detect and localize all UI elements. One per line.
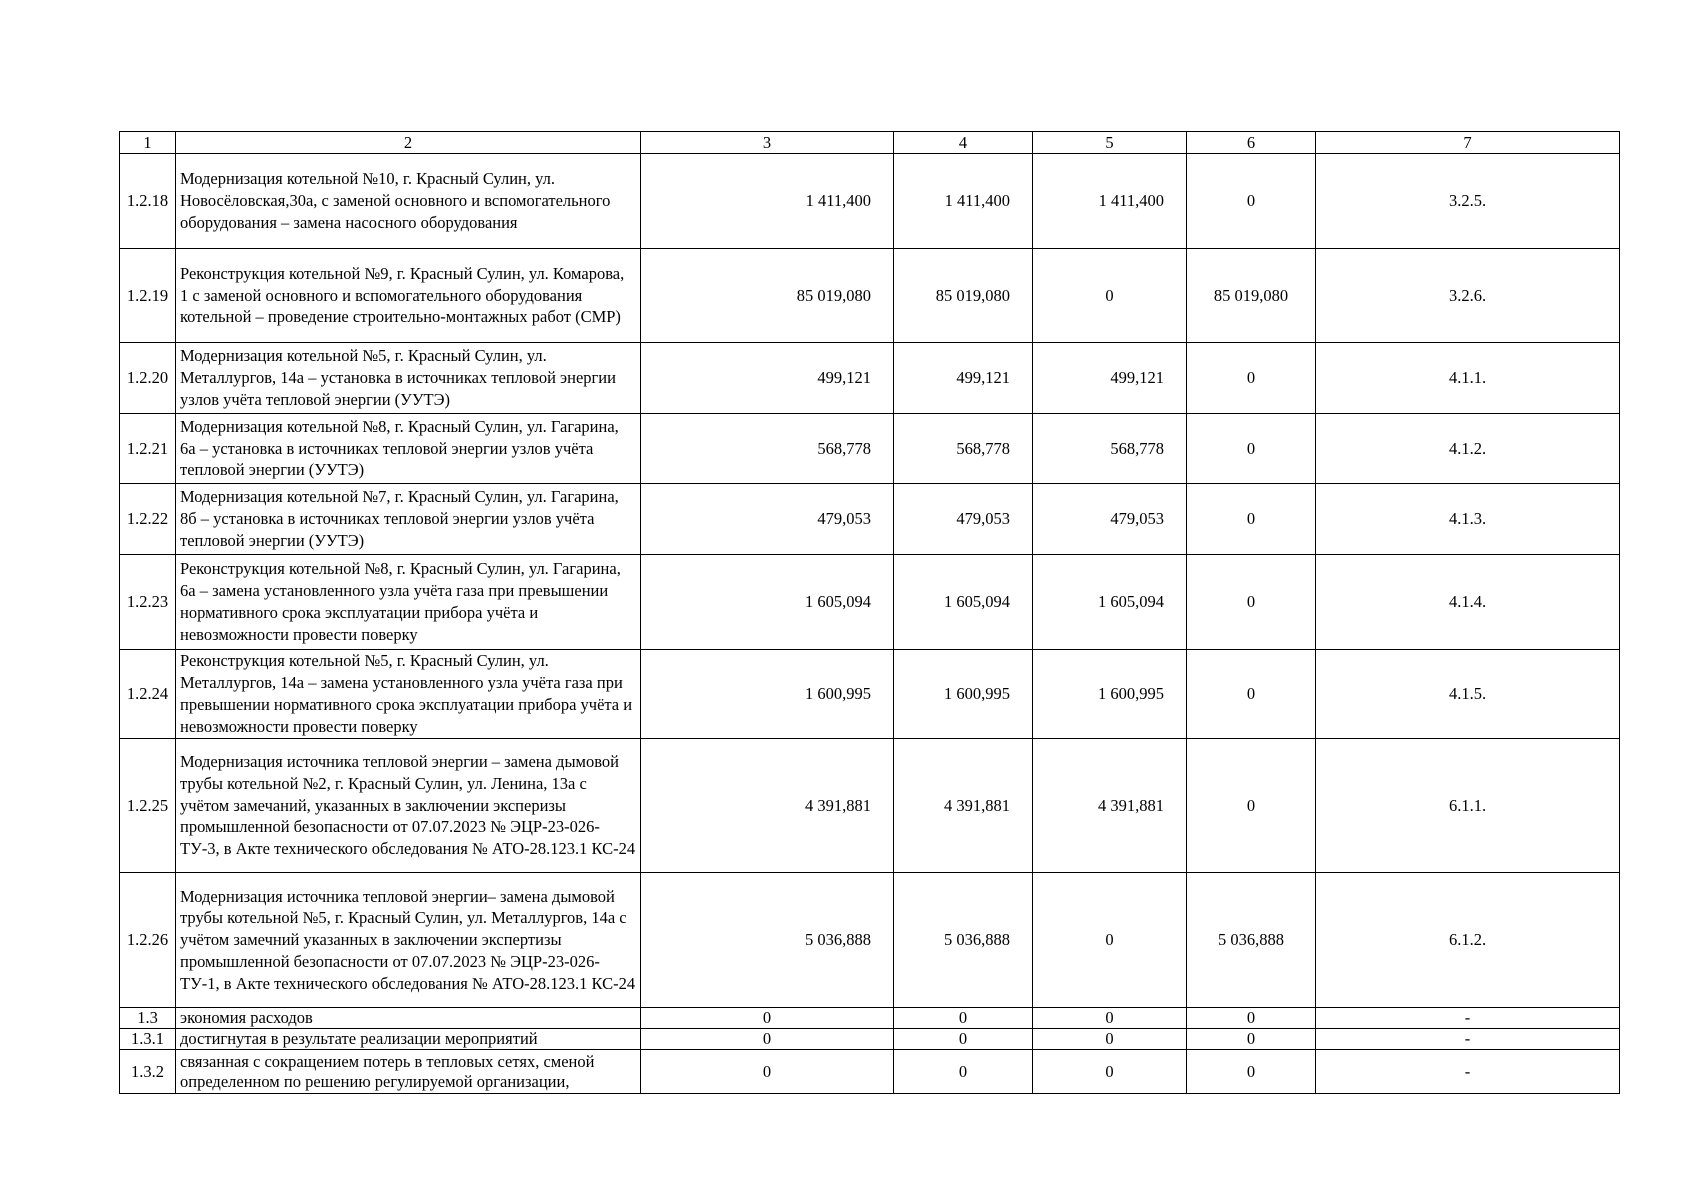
- col5-value: 479,053: [1033, 484, 1187, 555]
- row-number: 1.2.21: [120, 414, 176, 484]
- table-row: [120, 555, 1620, 650]
- col3-value: 4 391,881: [641, 739, 894, 873]
- table-row: [120, 414, 1620, 484]
- col3-value: 0: [641, 1050, 894, 1094]
- row-number: 1.2.18: [120, 154, 176, 249]
- col6-value: 0: [1187, 1050, 1316, 1094]
- col4-value: 1 600,995: [894, 650, 1033, 739]
- row-description: Реконструкция котельной №9, г. Красный Сулин, ул. Комарова, 1 с заменой основного и вспомогательного оборудования котельной – проведение строительно-монтажных работ (СМР): [176, 249, 641, 343]
- table-row: [120, 1029, 1620, 1050]
- col4-value: 1 605,094: [894, 555, 1033, 650]
- col5-value: 4 391,881: [1033, 739, 1187, 873]
- col5-value: 0: [1033, 873, 1187, 1008]
- header-cell: 2: [176, 132, 641, 154]
- col3-value: 0: [641, 1008, 894, 1029]
- row-number: 1.2.19: [120, 249, 176, 343]
- col7-value: -: [1316, 1050, 1620, 1094]
- col5-value: 1 600,995: [1033, 650, 1187, 739]
- col3-value: 1 411,400: [641, 154, 894, 249]
- col5-value: 1 605,094: [1033, 555, 1187, 650]
- row-number: 1.2.23: [120, 555, 176, 650]
- col4-value: 499,121: [894, 343, 1033, 414]
- header-cell: 4: [894, 132, 1033, 154]
- col6-value: 0: [1187, 650, 1316, 739]
- col4-value: 568,778: [894, 414, 1033, 484]
- table-row: [120, 650, 1620, 739]
- col7-value: 4.1.3.: [1316, 484, 1620, 555]
- col3-value: 5 036,888: [641, 873, 894, 1008]
- col4-value: 0: [894, 1029, 1033, 1050]
- col7-value: -: [1316, 1008, 1620, 1029]
- table-row: [120, 1008, 1620, 1029]
- col5-value: 568,778: [1033, 414, 1187, 484]
- table-row: [120, 873, 1620, 1008]
- col5-value: 1 411,400: [1033, 154, 1187, 249]
- col3-value: 499,121: [641, 343, 894, 414]
- col7-value: 6.1.2.: [1316, 873, 1620, 1008]
- row-number: 1.2.20: [120, 343, 176, 414]
- col4-value: 1 411,400: [894, 154, 1033, 249]
- col5-value: 0: [1033, 1008, 1187, 1029]
- col4-value: 4 391,881: [894, 739, 1033, 873]
- col6-value: 85 019,080: [1187, 249, 1316, 343]
- header-cell: 5: [1033, 132, 1187, 154]
- table-row: [120, 1050, 1620, 1094]
- col7-value: 3.2.5.: [1316, 154, 1620, 249]
- col6-value: 0: [1187, 343, 1316, 414]
- col4-value: 0: [894, 1008, 1033, 1029]
- row-number: 1.2.26: [120, 873, 176, 1008]
- col7-value: 6.1.1.: [1316, 739, 1620, 873]
- table-row: [120, 739, 1620, 873]
- col7-value: -: [1316, 1029, 1620, 1050]
- row-description: Модернизация котельной №8, г. Красный Сулин, ул. Гагарина, 6а – установка в источниках тепловой энергии узлов учёта тепловой энергии (УУТЭ): [176, 414, 641, 484]
- col6-value: 0: [1187, 484, 1316, 555]
- row-number: 1.2.24: [120, 650, 176, 739]
- col6-value: 0: [1187, 739, 1316, 873]
- row-number: 1.3.2: [120, 1050, 176, 1094]
- col3-value: 568,778: [641, 414, 894, 484]
- row-description: Модернизация источника тепловой энергии – замена дымовой трубы котельной №2, г. Красный Сулин, ул. Ленина, 13а с учётом замечаний, указанных в заключении эксперизы промышленной безопасности от 07.07.2023 № ЭЦР-23-026-ТУ-3, в Акте технического обследования № АТО-28.123.1 КС-24: [176, 739, 641, 873]
- col6-value: 0: [1187, 555, 1316, 650]
- col6-value: 0: [1187, 414, 1316, 484]
- col6-value: 5 036,888: [1187, 873, 1316, 1008]
- col3-value: 1 600,995: [641, 650, 894, 739]
- col3-value: 0: [641, 1029, 894, 1050]
- col7-value: 4.1.4.: [1316, 555, 1620, 650]
- row-number: 1.2.22: [120, 484, 176, 555]
- col6-value: 0: [1187, 1029, 1316, 1050]
- row-description: достигнутая в результате реализации мероприятий: [176, 1029, 641, 1050]
- table-header-row: [120, 132, 1620, 154]
- row-description: Модернизация котельной №7, г. Красный Сулин, ул. Гагарина, 8б – установка в источниках тепловой энергии узлов учёта тепловой энергии (УУТЭ): [176, 484, 641, 555]
- row-description: экономия расходов: [176, 1008, 641, 1029]
- col4-value: 479,053: [894, 484, 1033, 555]
- col7-value: 4.1.2.: [1316, 414, 1620, 484]
- col5-value: 0: [1033, 1029, 1187, 1050]
- row-description: Модернизация котельной №5, г. Красный Сулин, ул. Металлургов, 14а – установка в источниках тепловой энергии узлов учёта тепловой энергии (УУТЭ): [176, 343, 641, 414]
- row-description: Реконструкция котельной №8, г. Красный Сулин, ул. Гагарина, 6а – замена установленного узла учёта газа при превышении нормативного срока эксплуатации прибора учёта и невозможности провести поверку: [176, 555, 641, 650]
- header-cell: 1: [120, 132, 176, 154]
- document-table: [119, 131, 1620, 1094]
- col5-value: 0: [1033, 1050, 1187, 1094]
- header-cell: 6: [1187, 132, 1316, 154]
- col5-value: 499,121: [1033, 343, 1187, 414]
- table-row: [120, 343, 1620, 414]
- table-row: [120, 154, 1620, 249]
- col7-value: 4.1.5.: [1316, 650, 1620, 739]
- col4-value: 85 019,080: [894, 249, 1033, 343]
- row-description: связанная с сокращением потерь в тепловых сетях, сменой определенном по решению регулируемой организации,: [176, 1050, 641, 1094]
- col4-value: 5 036,888: [894, 873, 1033, 1008]
- col6-value: 0: [1187, 154, 1316, 249]
- col7-value: 3.2.6.: [1316, 249, 1620, 343]
- row-description: Реконструкция котельной №5, г. Красный Сулин, ул. Металлургов, 14а – замена установленного узла учёта газа при превышении нормативного срока эксплуатации прибора учёта и невозможности провести поверку: [176, 650, 641, 739]
- col3-value: 1 605,094: [641, 555, 894, 650]
- header-cell: 7: [1316, 132, 1620, 154]
- col3-value: 85 019,080: [641, 249, 894, 343]
- row-description: Модернизация котельной №10, г. Красный Сулин, ул. Новосёловская,30а, с заменой основного и вспомогательного оборудования – замена насосного оборудования: [176, 154, 641, 249]
- row-description: Модернизация источника тепловой энергии– замена дымовой трубы котельной №5, г. Красный Сулин, ул. Металлургов, 14а с учётом замечний указанных в заключении экспертизы промышленной безопасности от 07.07.2023 № ЭЦР-23-026-ТУ-1, в Акте технического обследования № АТО-28.123.1 КС-24: [176, 873, 641, 1008]
- col3-value: 479,053: [641, 484, 894, 555]
- header-cell: 3: [641, 132, 894, 154]
- col5-value: 0: [1033, 249, 1187, 343]
- table-row: [120, 249, 1620, 343]
- table-row: [120, 484, 1620, 555]
- col7-value: 4.1.1.: [1316, 343, 1620, 414]
- row-number: 1.3: [120, 1008, 176, 1029]
- col6-value: 0: [1187, 1008, 1316, 1029]
- row-number: 1.2.25: [120, 739, 176, 873]
- col4-value: 0: [894, 1050, 1033, 1094]
- row-number: 1.3.1: [120, 1029, 176, 1050]
